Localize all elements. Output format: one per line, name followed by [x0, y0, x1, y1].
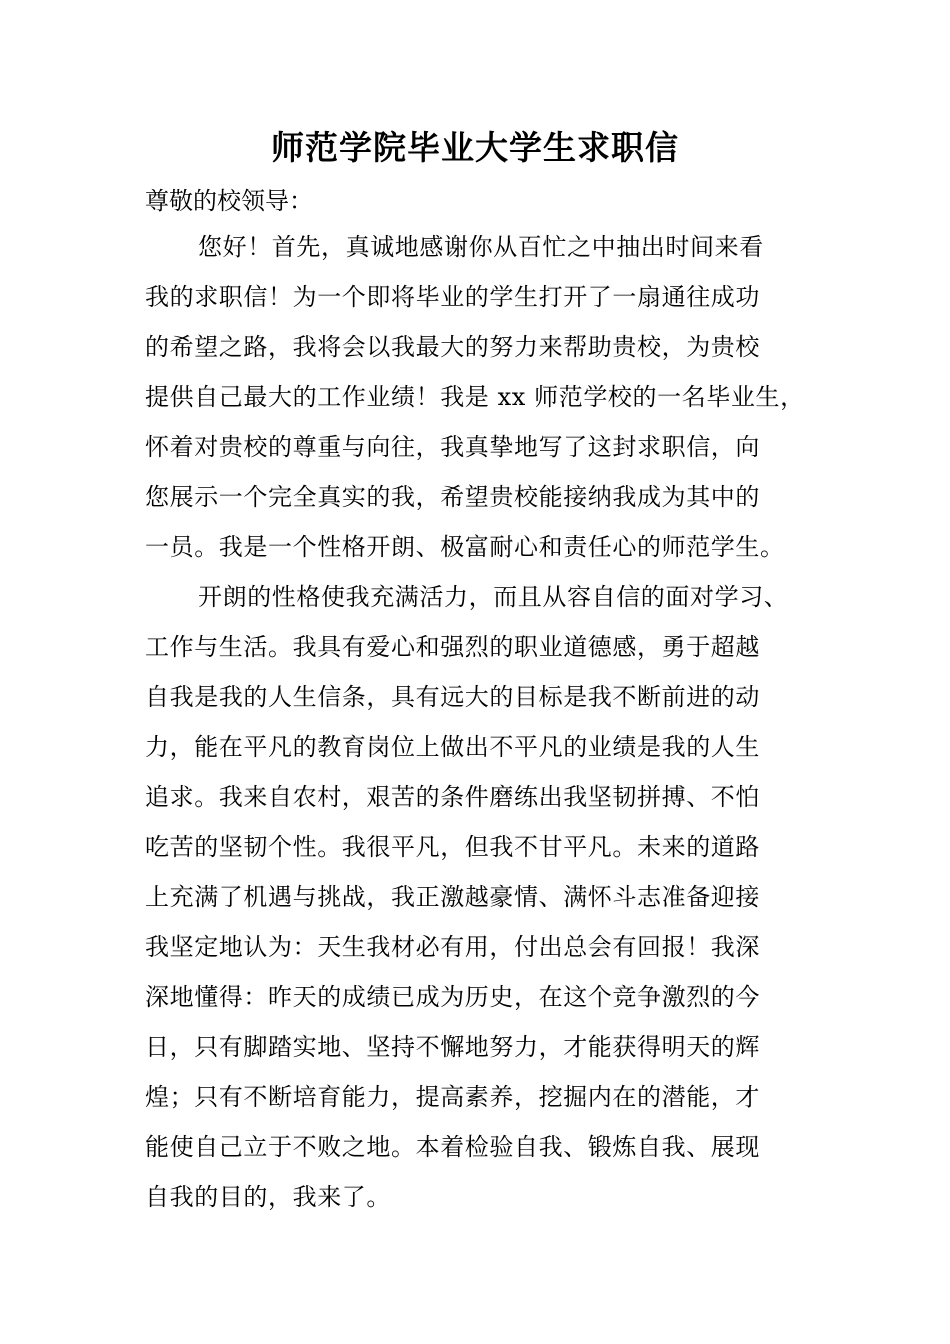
- paragraph-line: 追求。我来自农村，艰苦的条件磨练出我坚韧拼搏、不怕: [145, 783, 760, 811]
- paragraph-line: 煌；只有不断培育能力，提高素养，挖掘内在的潜能，才: [145, 1083, 760, 1111]
- paragraph-line: 怀着对贵校的尊重与向往，我真挚地写了这封求职信，向: [145, 433, 760, 461]
- paragraph-line: 的希望之路，我将会以我最大的努力来帮助贵校，为贵校: [145, 333, 760, 361]
- paragraph-line: 上充满了机遇与挑战，我正激越豪情、满怀斗志准备迎接: [145, 883, 760, 911]
- paragraph-2: [145, 572, 815, 1222]
- paragraph-line: 提供自己最大的工作业绩！我是 xx 师范学校的一名毕业生，: [145, 383, 805, 411]
- paragraph-line: 您好！首先，真诚地感谢你从百忙之中抽出时间来看: [198, 233, 764, 261]
- paragraph-line: 自我的目的，我来了。: [145, 1183, 391, 1211]
- paragraph-line: 一员。我是一个性格开朗、极富耐心和责任心的师范学生。: [145, 533, 785, 561]
- paragraph-line: 力，能在平凡的教育岗位上做出不平凡的业绩是我的人生: [145, 733, 760, 761]
- salutation: 尊敬的校领导：: [145, 187, 313, 215]
- paragraph-line: 我的求职信！为一个即将毕业的学生打开了一扇通往成功: [145, 283, 760, 311]
- paragraph-line: 能使自己立于不败之地。本着检验自我、锻炼自我、展现: [145, 1133, 760, 1161]
- document-title: 师范学院毕业大学生求职信: [271, 128, 679, 167]
- paragraph-1: [145, 222, 815, 572]
- paragraph-line: 吃苦的坚韧个性。我很平凡，但我不甘平凡。未来的道路: [145, 833, 760, 861]
- paragraph-line: 自我是我的人生信条，具有远大的目标是我不断前进的动: [145, 683, 760, 711]
- paragraph-line: 日，只有脚踏实地、坚持不懈地努力，才能获得明天的辉: [145, 1033, 760, 1061]
- paragraph-line: 深地懂得：昨天的成绩已成为历史，在这个竞争激烈的今: [145, 983, 760, 1011]
- paragraph-line: 工作与生活。我具有爱心和强烈的职业道德感，勇于超越: [145, 633, 760, 661]
- paragraph-line: 开朗的性格使我充满活力，而且从容自信的面对学习、: [198, 583, 789, 611]
- paragraph-line: 您展示一个完全真实的我，希望贵校能接纳我成为其中的: [145, 483, 760, 511]
- paragraph-line: 我坚定地认为：天生我材必有用，付出总会有回报！我深: [145, 933, 760, 961]
